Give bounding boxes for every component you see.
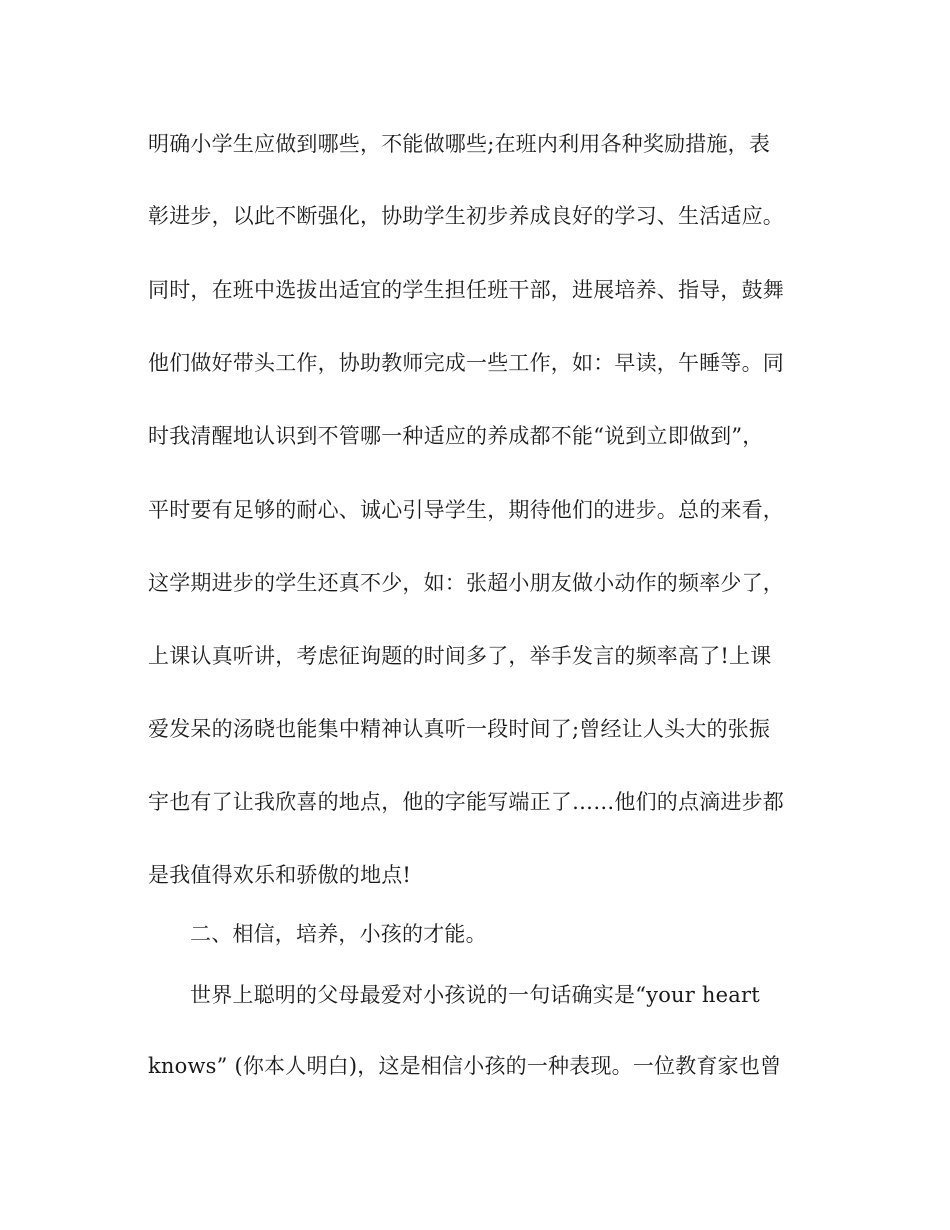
paragraph-line: 这学期进步的学生还真不少，如：张超小朋友做小动作的频率少了， xyxy=(148,571,784,595)
paragraph-line: 同时，在班中选拔出适宜的学生担任班干部，进展培养、指导，鼓舞 xyxy=(148,278,784,302)
paragraph-line: 爱发呆的汤晓也能集中精神认真听一段时间了;曾经让人头大的张振 xyxy=(148,717,771,741)
paragraph-line: 彰进步，以此不断强化，协助学生初步养成良好的学习、生活适应。 xyxy=(148,204,784,228)
section-heading: 二、相信，培养，小孩的才能。 xyxy=(190,922,487,946)
paragraph-line: 时我清醒地认识到不管哪一种适应的养成都不能“说到立即做到”， xyxy=(148,424,764,448)
paragraph-line: knows” (你本人明白)，这是相信小孩的一种表现。一位教育家也曾 xyxy=(148,1054,782,1078)
paragraph-line: 平时要有足够的耐心、诚心引导学生，期待他们的进步。总的来看， xyxy=(148,498,784,522)
paragraph-line: 上课认真听讲，考虑征询题的时间多了，举手发言的频率高了!上课 xyxy=(148,644,772,668)
paragraph-line: 世界上聪明的父母最爱对小孩说的一句话确实是“your heart xyxy=(190,983,760,1007)
paragraph-line: 明确小学生应做到哪些，不能做哪些;在班内利用各种奖励措施，表 xyxy=(148,132,771,156)
paragraph-line: 宇也有了让我欣喜的地点，他的字能写端正了……他们的点滴进步都 xyxy=(148,790,784,814)
paragraph-line: 是我值得欢乐和骄傲的地点! xyxy=(148,863,412,887)
paragraph-line: 他们做好带头工作，协助教师完成一些工作，如：早读，午睡等。同 xyxy=(148,351,784,375)
